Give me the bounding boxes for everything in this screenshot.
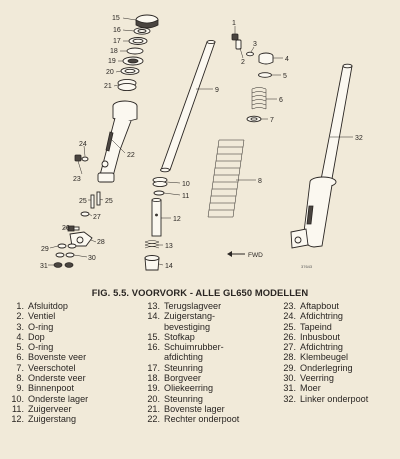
dust-seal xyxy=(136,15,158,28)
callout-19: 19 xyxy=(108,58,116,65)
callout-12: 12 xyxy=(173,216,181,223)
legend-row: 22. Rechter onderpoot xyxy=(147,414,240,425)
callout-14: 14 xyxy=(165,263,173,270)
spring-seat xyxy=(247,116,261,122)
legend-row: 10. Onderste lager xyxy=(11,393,89,404)
callout-3: 3 xyxy=(253,41,257,48)
callout-9: 9 xyxy=(215,87,219,94)
inner-tube xyxy=(161,40,216,171)
callout-17: 17 xyxy=(113,38,121,45)
legend-column-1 xyxy=(8,301,88,425)
callout-11: 11 xyxy=(182,193,190,200)
callout-28: 28 xyxy=(97,239,105,246)
legend-row: 7. Veerschotel xyxy=(16,362,76,373)
legend-row: 13. Terugslagveer xyxy=(147,301,222,311)
callout-24: 24 xyxy=(79,141,87,148)
legend-row: 9. Binnenpoot xyxy=(16,383,75,394)
callout-7: 7 xyxy=(270,117,274,124)
legend-row: 23. Aftapbout xyxy=(283,301,339,311)
callout-5: 5 xyxy=(283,73,287,80)
air-valve-cap xyxy=(232,34,238,40)
left-lower-leg xyxy=(291,64,352,248)
callout-16: 16 xyxy=(113,27,121,34)
cap-o-ring xyxy=(259,73,272,78)
callout-23: 23 xyxy=(73,176,81,183)
legend-row: 14. Zuigerstang- xyxy=(147,311,216,322)
damper-rod xyxy=(152,198,161,236)
callout-25-left: 25 xyxy=(79,198,87,205)
legend-row: 18. Borgveer xyxy=(147,373,201,384)
sealing-washer xyxy=(81,212,89,216)
legend-row: 20. Steunring xyxy=(147,393,203,404)
upper-bushing xyxy=(118,79,136,90)
legend-row: 12. Zuigerstang xyxy=(11,414,77,425)
legend-row: 26. Inbusbout xyxy=(283,331,340,342)
figure-caption: FIG. 5.5. VOORVORK - ALLE GL650 MODELLEN xyxy=(91,287,309,298)
legend-row: 15. Stofkap xyxy=(147,331,195,342)
legend-row: bevestiging xyxy=(164,321,211,332)
legend-row: 27. Afdichtring xyxy=(283,342,343,353)
legend-row: 3. O-ring xyxy=(16,321,54,332)
rebound-spring xyxy=(145,241,159,249)
lower-spring xyxy=(208,140,244,217)
callout-8: 8 xyxy=(258,178,262,185)
legend-row: 2. Ventiel xyxy=(16,311,56,322)
legend-row: 29. Onderlegring xyxy=(283,362,353,373)
legend-row: 5. O-ring xyxy=(16,342,54,353)
callout-18: 18 xyxy=(110,48,118,55)
callout-2: 2 xyxy=(241,59,245,66)
callout-6: 6 xyxy=(279,97,283,104)
callout-25-right: 25 xyxy=(105,198,113,205)
callout-15: 15 xyxy=(112,15,120,22)
foam-seal xyxy=(134,28,150,34)
fwd-label: FWD xyxy=(248,252,263,259)
damper-rod-seat xyxy=(145,256,159,271)
snap-ring xyxy=(127,48,143,54)
legend-row: 1. Afsluitdop xyxy=(16,301,68,311)
valve-o-ring xyxy=(247,52,254,56)
callout-13: 13 xyxy=(165,243,173,250)
legend-row: afdichting xyxy=(164,352,203,363)
legend-column-3 xyxy=(280,301,368,404)
callout-10: 10 xyxy=(182,181,190,188)
stud-left xyxy=(91,195,94,208)
legend-row: 30. Veerring xyxy=(283,373,334,384)
legend-row: 17. Steunring xyxy=(147,362,203,373)
stud-right xyxy=(97,192,100,205)
fork-cap xyxy=(259,53,273,64)
piston-ring xyxy=(154,191,164,195)
callout-29: 29 xyxy=(41,246,49,253)
washers-and-nuts xyxy=(54,244,76,267)
legend-row: 19. Oliekeerring xyxy=(147,383,214,394)
legend-row: 32. Linker onderpoot xyxy=(283,393,369,404)
forward-arrow xyxy=(227,251,263,259)
right-lower-leg xyxy=(98,101,137,182)
air-valve xyxy=(236,40,241,49)
legend-row: 21. Bovenste lager xyxy=(147,403,225,414)
legend-row: 25. Tapeind xyxy=(283,321,332,332)
legend-row: 24. Afdichtring xyxy=(283,311,343,322)
callout-30: 30 xyxy=(88,255,96,262)
legend-column-2 xyxy=(144,301,239,425)
callout-1: 1 xyxy=(232,20,236,27)
callout-32: 32 xyxy=(355,135,363,142)
callout-31: 31 xyxy=(40,263,48,270)
drain-gasket xyxy=(82,157,88,161)
legend-row: 4. Dop xyxy=(16,331,45,342)
legend-row: 28. Klembeugel xyxy=(283,352,349,363)
legend-row: 31. Moer xyxy=(283,383,321,394)
upper-spring xyxy=(252,88,266,110)
legend-row: 8. Onderste veer xyxy=(16,373,86,384)
lower-bushing xyxy=(153,177,167,186)
legend-row: 6. Bovenste veer xyxy=(16,352,87,363)
callout-22: 22 xyxy=(127,152,135,159)
oil-seal xyxy=(123,57,143,65)
drawing-code: 37643 xyxy=(301,264,313,269)
callout-21: 21 xyxy=(104,83,112,90)
callout-4: 4 xyxy=(285,56,289,63)
callout-27: 27 xyxy=(93,214,101,221)
callout-20: 20 xyxy=(106,69,114,76)
support-ring-upper xyxy=(129,38,147,45)
legend-row: 11. Zuigerveer xyxy=(12,403,72,414)
legend-row: 16. Schuimrubber- xyxy=(147,342,224,353)
callout-26: 26 xyxy=(62,225,70,232)
support-ring-lower xyxy=(121,68,139,75)
